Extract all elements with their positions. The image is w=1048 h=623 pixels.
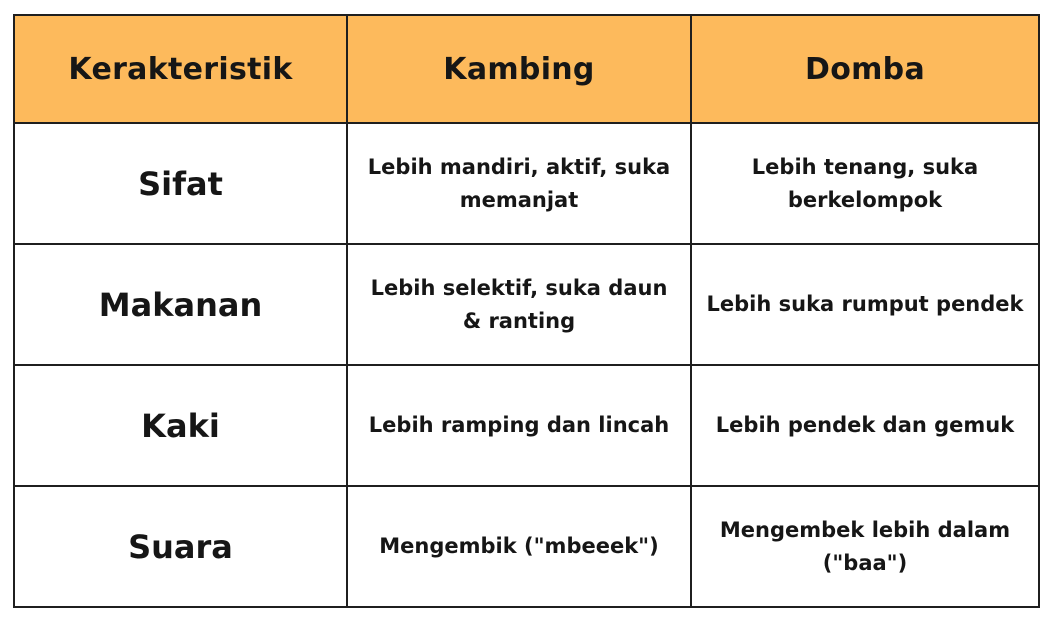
comparison-table	[13, 14, 1040, 608]
cell-kambing-kaki: Lebih ramping dan lincah	[347, 365, 691, 486]
row-label-kaki: Kaki	[14, 365, 347, 486]
row-label-suara: Suara	[14, 486, 347, 607]
table-row	[14, 365, 1039, 486]
cell-domba-suara: Mengembek lebih dalam ("baa")	[691, 486, 1039, 607]
header-row	[14, 15, 1039, 123]
header-characteristic: Kerakteristik	[14, 15, 347, 123]
header-domba: Domba	[691, 15, 1039, 123]
header-kambing: Kambing	[347, 15, 691, 123]
cell-domba-sifat: Lebih tenang, suka berkelompok	[691, 123, 1039, 244]
table-row	[14, 123, 1039, 244]
cell-kambing-makanan: Lebih selektif, suka daun & ranting	[347, 244, 691, 365]
cell-kambing-sifat: Lebih mandiri, aktif, suka memanjat	[347, 123, 691, 244]
table-row	[14, 244, 1039, 365]
cell-domba-makanan: Lebih suka rumput pendek	[691, 244, 1039, 365]
cell-domba-kaki: Lebih pendek dan gemuk	[691, 365, 1039, 486]
table-row	[14, 486, 1039, 607]
row-label-makanan: Makanan	[14, 244, 347, 365]
cell-kambing-suara: Mengembik ("mbeeek")	[347, 486, 691, 607]
row-label-sifat: Sifat	[14, 123, 347, 244]
